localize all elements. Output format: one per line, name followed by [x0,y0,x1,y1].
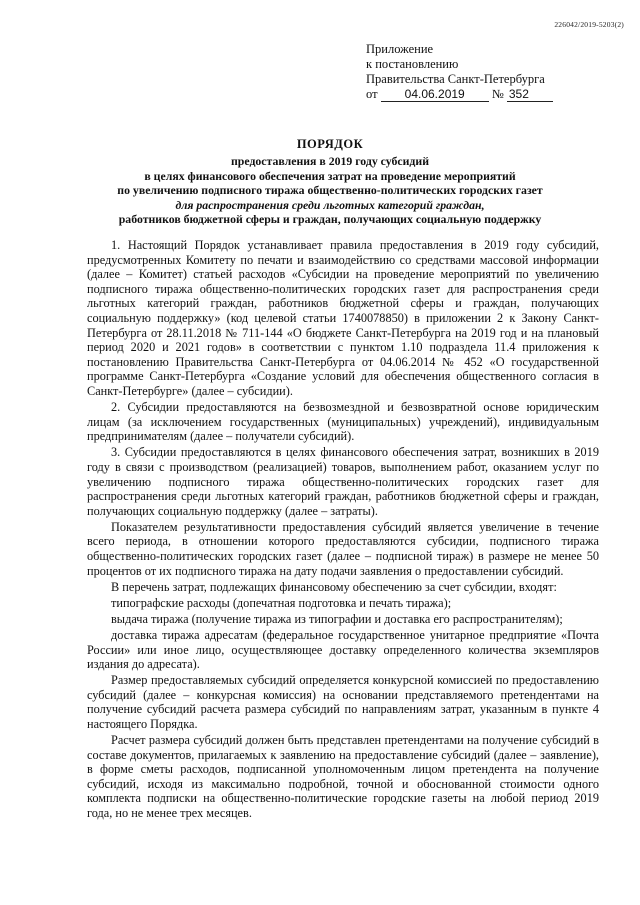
number-prefix: № [491,87,504,101]
resolution-date: 04.06.2019 [381,88,489,102]
appendix-line-1: Приложение [366,42,434,56]
resolution-number: 352 [507,88,553,102]
appendix-block [366,42,616,102]
paragraph-8: доставка тиража адресатам (федеральное государственное унитарное предприятие «Почта России» или иное лицо, осуществляющее доставку определенного количества экземпляров издания до адресата). [87,627,599,672]
appendix-line-2: к постановлению [366,57,459,71]
paragraph-7: выдача тиража (получение тиража из типографии и доставка его распространителям); [111,611,563,626]
document-title [60,137,600,226]
paragraph-4: Показателем результативности предоставления субсидий является увеличение в течение всего периода, в отношении которого предоставляются субсидии, подписного тиража общественно-политических городских газет (далее – подписной тираж) в размере не менее 50 процентов от их подписного тиража на дату подачи заявления о предоставлении субсидий. [87,519,599,578]
title-line-5: работников бюджетной сферы и граждан, получающих социальную поддержку [118,212,542,227]
paragraph-9: Размер предоставляемых субсидий определяется конкурсной комиссией по предоставлению субсидий (далее – конкурсная комиссия) на основании представляемого претендентами на получение субсидий расчета размера субсидий по направлениям затрат, указанным в пункте 4 настоящего Порядка. [87,673,599,731]
appendix-line-3: Правительства Санкт-Петербурга [366,72,545,86]
title-line-3: по увеличению подписного тиража общественно-политических городских газет [117,183,543,198]
date-prefix: от [366,87,378,101]
paragraph-3: 3. Субсидии предоставляются в целях финансового обеспечения затрат, возникших в 2019 году в связи с производством (реализацией) товаров, выполнением работ, оказанием услуг по увеличению подписного тиража общественно-политических городских газет для распространения среди льготных категорий граждан, работников бюджетной сферы и граждан, получающих социальную поддержку (далее – затраты). [87,445,599,518]
title-line-1: предоставления в 2019 году субсидий [231,154,429,169]
paragraph-2: 2. Субсидии предоставляются на безвозмездной и безвозвратной основе юридическим лицам (за исключением государственных (муниципальных) учреждений), индивидуальным предпринимателям (далее – получатели субсидий). [87,400,599,444]
title-line-2: в целях финансового обеспечения затрат на проведение мероприятий [144,168,516,183]
document-number: 226042/2019-5203(2) [554,20,624,29]
document-body [87,238,599,822]
paragraph-6: типографские расходы (допечатная подготовка и печать тиража); [111,595,452,610]
title-main: ПОРЯДОК [296,137,364,151]
paragraph-10: Расчет размера субсидий должен быть представлен претендентами на получение субсидий в составе документов, прилагаемых к заявлению на предоставление субсидий (далее – заявление), в форме сметы расходов, подписанной уполномоченным лицом претендента на получение субсидий, исходя из максимально подробной, точной и обоснованной стоимости одного комплекта подписки на общественно-политические городские газеты на любой период 2019 года, но не менее трех месяцев. [87,733,599,821]
paragraph-5: В перечень затрат, подлежащих финансовому обеспечению за счет субсидии, входят: [111,579,557,594]
appendix-date-line [366,87,616,102]
title-line-4: для распространения среди льготных категорий граждан, [175,197,485,212]
paragraph-1: 1. Настоящий Порядок устанавливает правила предоставления в 2019 году субсидий, предусмотренных Комитету по печати и взаимодействию со средствами массовой информации (далее – Комитет) статьей расходов «Субсидии на проведение мероприятий по увеличению подписного тиража общественно-политических городских газет для распространения среди льготных категорий граждан, работников бюджетной сферы и граждан, получающих социальную поддержку» (код целевой статьи 1740078850) в приложении 2 к Закону Санкт-Петербурга от 28.11.2018 № 711-144 «О бюджете Санкт-Петербурга на 2019 год и на плановый период 2020 и 2021 годов» в соответствии с пунктом 1.10 подраздела 11.4 приложения к постановлению Правительства Санкт-Петербурга от 04.06.2014 № 452 «О государственной программе Санкт-Петербурга «Создание условий для обеспечения общественного согласия в Санкт-Петербурге» (далее – субсидии). [87,238,599,398]
